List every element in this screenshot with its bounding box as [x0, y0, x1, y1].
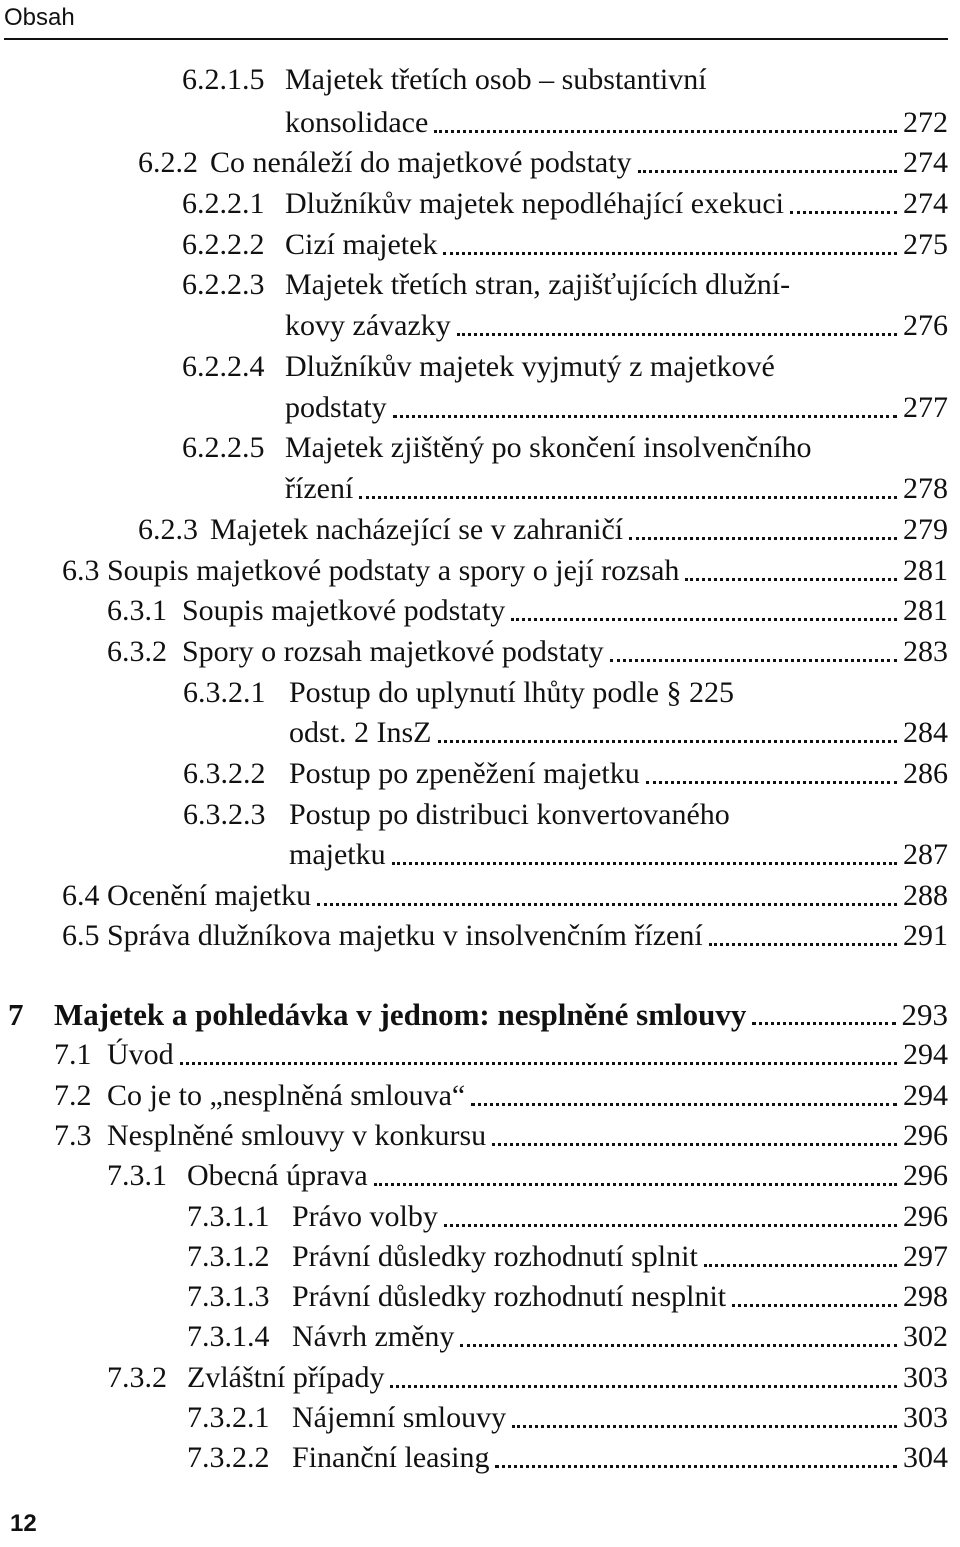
- entry-title: Postup do uplynutí lhůty podle § 225: [289, 676, 735, 709]
- entry-number: 7.3.1.3: [187, 1280, 270, 1313]
- dot-leader: [790, 211, 897, 214]
- dot-leader: [646, 781, 897, 784]
- toc-entry: [183, 795, 948, 835]
- toc-entry: [62, 876, 948, 916]
- chapter-number: 7: [8, 997, 24, 1032]
- entry-title: Postup po distribuci konvertovaného: [289, 798, 730, 831]
- entry-number: 6.3.2.3: [183, 798, 266, 831]
- toc-entry: [285, 469, 948, 509]
- entry-title: Cizí majetek: [285, 228, 438, 261]
- entry-title: odst. 2 InsZ: [289, 716, 432, 749]
- entry-page: 302: [903, 1320, 948, 1353]
- entry-number: 6.3.1: [107, 594, 167, 627]
- dot-leader: [374, 1183, 897, 1186]
- entry-page: 287: [903, 838, 948, 871]
- entry-page: 296: [903, 1200, 948, 1233]
- toc-entry: [138, 143, 948, 183]
- toc-entry: [285, 388, 948, 428]
- entry-title: Právní důsledky rozhodnutí splnit: [292, 1240, 698, 1273]
- entry-number: 6.3.2: [107, 635, 167, 668]
- entry-number: 7.3.2.1: [187, 1401, 270, 1434]
- entry-title: Finanční leasing: [292, 1441, 490, 1474]
- dot-leader: [443, 252, 897, 255]
- dot-leader: [457, 333, 897, 336]
- entry-page: 279: [903, 513, 948, 546]
- dot-leader: [460, 1344, 897, 1347]
- entry-number: 6.2.2.5: [182, 431, 265, 464]
- entry-title: Právní důsledky rozhodnutí nesplnit: [292, 1280, 727, 1313]
- entry-title: Co je to „nesplněná smlouva“: [107, 1079, 466, 1112]
- entry-number: 6.2.2.2: [182, 228, 265, 261]
- entry-page: 297: [903, 1240, 948, 1273]
- entry-title: majetku: [289, 838, 386, 871]
- entry-number: 6.2.2: [138, 146, 198, 179]
- dot-leader: [704, 1264, 897, 1267]
- dot-leader: [492, 1143, 897, 1146]
- entry-title: Majetek nacházející se v zahraničí: [210, 513, 624, 546]
- dot-leader: [438, 740, 898, 743]
- toc-entry: [285, 306, 948, 346]
- entry-title: podstaty: [285, 391, 387, 424]
- dot-leader: [393, 415, 897, 418]
- chapter-title: Majetek a pohledávka v jednom: nesplněné smlouvy: [54, 997, 747, 1032]
- toc-entry: [107, 1156, 948, 1196]
- toc-entry: [183, 754, 948, 794]
- entry-title: Soupis majetkové podstaty: [182, 594, 506, 627]
- toc-entry: [187, 1317, 948, 1357]
- entry-number: 6.2.2.3: [182, 268, 265, 301]
- entry-number: 6.5: [62, 919, 100, 952]
- dot-leader: [359, 496, 897, 499]
- entry-title: Dlužníkův majetek vyjmutý z majetkové: [285, 350, 775, 383]
- entry-number: 7.3.2.2: [187, 1441, 270, 1474]
- entry-page: 272: [903, 106, 948, 139]
- entry-title: Postup po zpeněžení majetku: [289, 757, 640, 790]
- entry-page: 274: [903, 146, 948, 179]
- entry-number: 7.3.2: [107, 1361, 167, 1394]
- entry-page: 281: [903, 594, 948, 627]
- entry-number: 7.3.1: [107, 1159, 167, 1192]
- entry-page: 288: [903, 879, 948, 912]
- entry-title: Majetek třetích osob – substantivní: [285, 63, 707, 96]
- toc-entry: [182, 225, 948, 265]
- dot-leader: [638, 170, 897, 173]
- toc-entry: [138, 510, 948, 550]
- dot-leader: [444, 1224, 897, 1227]
- header-title: Obsah: [4, 4, 75, 31]
- dot-leader: [610, 659, 897, 662]
- entry-title: Majetek třetích stran, zajišťujících dlužní-: [285, 268, 791, 301]
- entry-page: 293: [901, 997, 948, 1032]
- dot-leader: [495, 1465, 897, 1468]
- entry-page: 286: [903, 757, 948, 790]
- toc-entry: [107, 632, 948, 672]
- toc-entry: [289, 835, 948, 875]
- entry-title: Zvláštní případy: [187, 1361, 385, 1394]
- entry-number: 6.2.2.1: [182, 187, 265, 220]
- toc-chapter-entry: [8, 995, 948, 1035]
- entry-number: 6.2.1.5: [182, 63, 265, 96]
- toc-entry: [54, 1035, 948, 1075]
- entry-title: konsolidace: [285, 106, 429, 139]
- dot-leader: [180, 1062, 897, 1065]
- entry-number: 7.3.1.4: [187, 1320, 270, 1353]
- entry-page: 303: [903, 1401, 948, 1434]
- entry-page: 291: [903, 919, 948, 952]
- entry-title: řízení: [285, 472, 354, 505]
- dot-leader: [392, 862, 897, 865]
- toc-entry: [54, 1076, 948, 1116]
- dot-leader: [732, 1304, 897, 1307]
- entry-page: 278: [903, 472, 948, 505]
- entry-number: 6.3: [62, 554, 100, 587]
- toc-entry: [187, 1438, 948, 1478]
- entry-title: Správa dlužníkova majetku v insolvenčním řízení: [107, 919, 703, 952]
- entry-title: kovy závazky: [285, 309, 451, 342]
- entry-title: Ocenění majetku: [107, 879, 312, 912]
- entry-page: 277: [903, 391, 948, 424]
- entry-title: Dlužníkův majetek nepodléhající exekuci: [285, 187, 784, 220]
- dot-leader: [390, 1385, 897, 1388]
- entry-number: 6.3.2.1: [183, 676, 266, 709]
- toc-entry: [62, 916, 948, 956]
- toc-entry: [289, 713, 948, 753]
- toc-entry: [182, 265, 948, 305]
- entry-page: 304: [903, 1441, 948, 1474]
- entry-number: 7.3: [54, 1119, 92, 1152]
- toc-entry: [182, 184, 948, 224]
- entry-title: Soupis majetkové podstaty a spory o její rozsah: [107, 554, 680, 587]
- dot-leader: [317, 903, 897, 906]
- entry-title: Obecná úprava: [187, 1159, 368, 1192]
- entry-number: 6.4: [62, 879, 100, 912]
- dot-leader: [685, 578, 897, 581]
- entry-title: Právo volby: [292, 1200, 438, 1233]
- entry-page: 276: [903, 309, 948, 342]
- entry-title: Nájemní smlouvy: [292, 1401, 507, 1434]
- toc-entry: [182, 428, 948, 468]
- entry-number: 7.1: [54, 1038, 92, 1071]
- entry-title: Co nenáleží do majetkové podstaty: [210, 146, 632, 179]
- entry-title: Majetek zjištěný po skončení insolvenčního: [285, 431, 812, 464]
- toc-entry: [187, 1237, 948, 1277]
- toc-entry: [187, 1398, 948, 1438]
- entry-page: 275: [903, 228, 948, 261]
- entry-page: 274: [903, 187, 948, 220]
- toc-entry: [107, 591, 948, 631]
- entry-number: 7.3.1.1: [187, 1200, 270, 1233]
- dot-leader: [471, 1103, 897, 1106]
- toc-entry: [187, 1277, 948, 1317]
- dot-leader: [511, 618, 897, 621]
- entry-number: 6.2.2.4: [182, 350, 265, 383]
- toc-entry: [183, 673, 948, 713]
- toc-entry: [107, 1358, 948, 1398]
- entry-number: 6.2.3: [138, 513, 198, 546]
- entry-title: Nesplněné smlouvy v konkursu: [107, 1119, 487, 1152]
- entry-page: 296: [903, 1159, 948, 1192]
- toc-entry: [182, 60, 948, 100]
- entry-page: 284: [903, 716, 948, 749]
- entry-page: 281: [903, 554, 948, 587]
- dot-leader: [434, 130, 897, 133]
- dot-leader: [512, 1425, 897, 1428]
- entry-title: Návrh změny: [292, 1320, 455, 1353]
- entry-page: 298: [903, 1280, 948, 1313]
- entry-number: 7.2: [54, 1079, 92, 1112]
- page-number: 12: [10, 1510, 37, 1537]
- entry-page: 296: [903, 1119, 948, 1152]
- entry-number: 7.3.1.2: [187, 1240, 270, 1273]
- entry-page: 303: [903, 1361, 948, 1394]
- toc-entry: [187, 1197, 948, 1237]
- dot-leader: [752, 1022, 895, 1025]
- entry-number: 6.3.2.2: [183, 757, 266, 790]
- dot-leader: [709, 943, 897, 946]
- entry-page: 283: [903, 635, 948, 668]
- entry-title: Úvod: [107, 1038, 174, 1071]
- toc-entry: [182, 347, 948, 387]
- entry-page: 294: [903, 1038, 948, 1071]
- dot-leader: [629, 537, 897, 540]
- toc-entry: [62, 551, 948, 591]
- toc-entry: [285, 103, 948, 143]
- entry-title: Spory o rozsah majetkové podstaty: [182, 635, 604, 668]
- entry-page: 294: [903, 1079, 948, 1112]
- toc-entry: [54, 1116, 948, 1156]
